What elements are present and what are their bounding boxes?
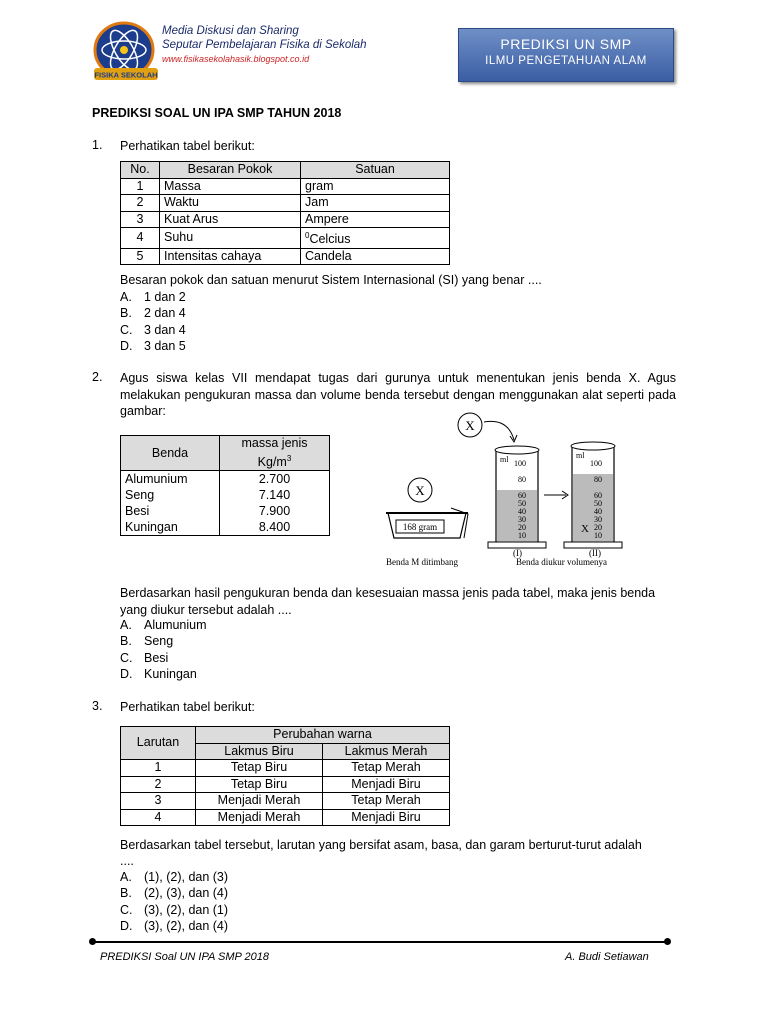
site-url: www.fisikasekolahasik.blogspot.co.id bbox=[162, 54, 310, 64]
svg-text:100: 100 bbox=[590, 459, 602, 468]
q2-header-benda: Benda bbox=[121, 436, 220, 471]
banner-subtitle: ILMU PENGETAHUAN ALAM bbox=[485, 55, 647, 67]
table-row: Besi 7.900 bbox=[121, 503, 330, 519]
footer-left: PREDIKSI Soal UN IPA SMP 2018 bbox=[100, 951, 269, 963]
q1-cell-suhu-satuan bbox=[301, 228, 450, 249]
svg-text:40: 40 bbox=[594, 507, 602, 516]
q1-cell: Ampere bbox=[301, 211, 450, 228]
cylinder-2-label: (II) bbox=[589, 548, 601, 558]
q2-table bbox=[120, 435, 330, 536]
q1-header-besaran: Besaran Pokok bbox=[160, 162, 301, 179]
q1-number: 1. bbox=[92, 138, 103, 152]
q2-text: Agus siswa kelas VII mendapat tugas dari gurunya untuk menentukan jenis benda X. Agus melakukan pengukuran massa dan volume benda tersebut dengan menggunakan alat seperti pada gambar: bbox=[120, 371, 676, 418]
q1-cell: Intensitas cahaya bbox=[160, 248, 301, 265]
option-c[interactable]: C. Besi bbox=[120, 650, 169, 665]
footer-divider bbox=[92, 941, 668, 943]
banner-title: PREDIKSI UN SMP bbox=[500, 36, 632, 52]
q1-options bbox=[120, 289, 186, 355]
q1-cell: Kuat Arus bbox=[160, 211, 301, 228]
svg-text:20: 20 bbox=[518, 523, 526, 532]
caption-right: Benda diukur volumenya bbox=[516, 557, 607, 567]
svg-text:10: 10 bbox=[594, 531, 602, 540]
option-a[interactable]: A. Alumunium bbox=[120, 618, 207, 632]
scale-reading: 168 gram bbox=[402, 522, 438, 532]
q1-cell: 3 bbox=[121, 211, 160, 228]
q2-header-massa-jenis: massa jenis $Kg/m^3$ bbox=[220, 436, 330, 471]
page-title: PREDIKSI SOAL UN IPA SMP TAHUN 2018 bbox=[92, 106, 342, 120]
q1-cell: Waktu bbox=[160, 195, 301, 212]
fisika-sekolah-logo bbox=[92, 20, 160, 82]
q3-header-larutan: Larutan bbox=[121, 727, 196, 760]
svg-text:30: 30 bbox=[518, 515, 526, 524]
footer-dot-right bbox=[664, 938, 671, 945]
site-tagline bbox=[162, 24, 367, 66]
option-b[interactable]: B. 2 dan 4 bbox=[120, 306, 186, 321]
q1-text: Perhatikan tabel berikut: bbox=[120, 139, 255, 153]
q3-text: Perhatikan tabel berikut: bbox=[120, 700, 255, 714]
measurement-figure bbox=[376, 410, 676, 570]
q2-options bbox=[120, 617, 207, 683]
table-row: 2 Tetap Biru Menjadi Biru bbox=[121, 776, 450, 793]
q3-number: 3. bbox=[92, 699, 103, 713]
q1-cell: Jam bbox=[301, 195, 450, 212]
svg-text:30: 30 bbox=[594, 515, 602, 524]
q1-cell: Massa bbox=[160, 178, 301, 195]
svg-text:40: 40 bbox=[518, 507, 526, 516]
table-row: Seng 7.140 bbox=[121, 487, 330, 503]
option-d[interactable]: D. 3 dan 5 bbox=[120, 339, 186, 354]
option-a[interactable]: A. 1 dan 2 bbox=[120, 290, 186, 304]
cylinder-2 bbox=[564, 442, 622, 558]
svg-text:50: 50 bbox=[518, 499, 526, 508]
svg-text:50: 50 bbox=[594, 499, 602, 508]
svg-text:80: 80 bbox=[594, 475, 602, 484]
q1-header-no: No. bbox=[121, 162, 160, 179]
q3-header-lakmus-biru: Lakmus Biru bbox=[196, 743, 323, 760]
table-row bbox=[121, 228, 450, 249]
x-label-top: X bbox=[465, 418, 475, 433]
logo-text: FISIKA SEKOLAH bbox=[94, 70, 158, 80]
q2-number: 2. bbox=[92, 370, 103, 384]
q1-cell: 2 bbox=[121, 195, 160, 212]
q1-cell: Candela bbox=[301, 248, 450, 265]
table-row bbox=[121, 211, 450, 228]
q3-question-cont: .... bbox=[120, 854, 134, 868]
table-row bbox=[121, 178, 450, 195]
cylinder-1-label: (I) bbox=[513, 548, 522, 558]
table-row: 4 Menjadi Merah Menjadi Biru bbox=[121, 809, 450, 826]
footer-dot-left bbox=[89, 938, 96, 945]
x-in-cylinder: X bbox=[581, 523, 589, 535]
q1-cell: 5 bbox=[121, 248, 160, 265]
q3-question: Berdasarkan tabel tersebut, larutan yang bersifat asam, basa, dan garam berturut-turut adalah bbox=[120, 838, 642, 852]
balance-scale bbox=[386, 478, 468, 538]
option-c[interactable]: C. (3), (2), dan (1) bbox=[120, 902, 229, 917]
q3-header-perubahan: Perubahan warna bbox=[196, 727, 450, 744]
svg-text:10: 10 bbox=[518, 531, 526, 540]
table-row: Kuningan 8.400 bbox=[121, 519, 330, 536]
q1-table bbox=[120, 161, 450, 265]
option-c[interactable]: C. 3 dan 4 bbox=[120, 322, 186, 337]
svg-text:60: 60 bbox=[594, 491, 602, 500]
table-row: Alumunium 2.700 bbox=[121, 471, 330, 488]
tagline-line-1: Media Diskusi dan Sharing bbox=[162, 25, 299, 37]
option-d[interactable]: D. Kuningan bbox=[120, 667, 197, 682]
option-b[interactable]: B. (2), (3), dan (4) bbox=[120, 886, 229, 901]
q1-header-satuan: Satuan bbox=[301, 162, 450, 179]
celcius-label: Celcius bbox=[309, 232, 351, 247]
svg-text:60: 60 bbox=[518, 491, 526, 500]
q1-question: Besaran pokok dan satuan menurut Sistem Internasional (SI) yang benar .... bbox=[120, 273, 542, 287]
q1-cell: Suhu bbox=[160, 228, 301, 249]
option-a[interactable]: A. (1), (2), dan (3) bbox=[120, 870, 229, 884]
option-b[interactable]: B. Seng bbox=[120, 634, 174, 649]
table-row bbox=[121, 195, 450, 212]
svg-text:20: 20 bbox=[594, 523, 602, 532]
option-d[interactable]: D. (3), (2), dan (4) bbox=[120, 919, 229, 934]
table-row: 3 Menjadi Merah Tetap Merah bbox=[121, 793, 450, 810]
q1-cell: gram bbox=[301, 178, 450, 195]
x-label-balance: X bbox=[415, 483, 425, 498]
prediksi-banner bbox=[458, 28, 674, 82]
tagline-line-2: Seputar Pembelajaran Fisika di Sekolah bbox=[162, 39, 367, 51]
caption-left: Benda M ditimbang bbox=[386, 557, 458, 567]
svg-text:80: 80 bbox=[518, 475, 526, 484]
svg-text:100: 100 bbox=[514, 459, 526, 468]
q3-table bbox=[120, 726, 450, 826]
footer-right: A. Budi Setiawan bbox=[565, 951, 649, 963]
q1-cell: 4 bbox=[121, 228, 160, 249]
ml-label-1: ml bbox=[500, 455, 509, 464]
q3-options bbox=[120, 869, 228, 935]
table-row bbox=[121, 248, 450, 265]
table-row: 1 Tetap Biru Tetap Merah bbox=[121, 760, 450, 777]
degree-sign: 0 bbox=[305, 231, 310, 240]
q2-question: Berdasarkan hasil pengukuran benda dan kesesuaian massa jenis pada tabel, maka jenis benda yang diukur tersebut adalah .... bbox=[120, 586, 656, 617]
ml-label-2: ml bbox=[576, 451, 585, 460]
q1-cell: 1 bbox=[121, 178, 160, 195]
q3-header-lakmus-merah: Lakmus Merah bbox=[323, 743, 450, 760]
cylinder-1 bbox=[488, 446, 546, 558]
